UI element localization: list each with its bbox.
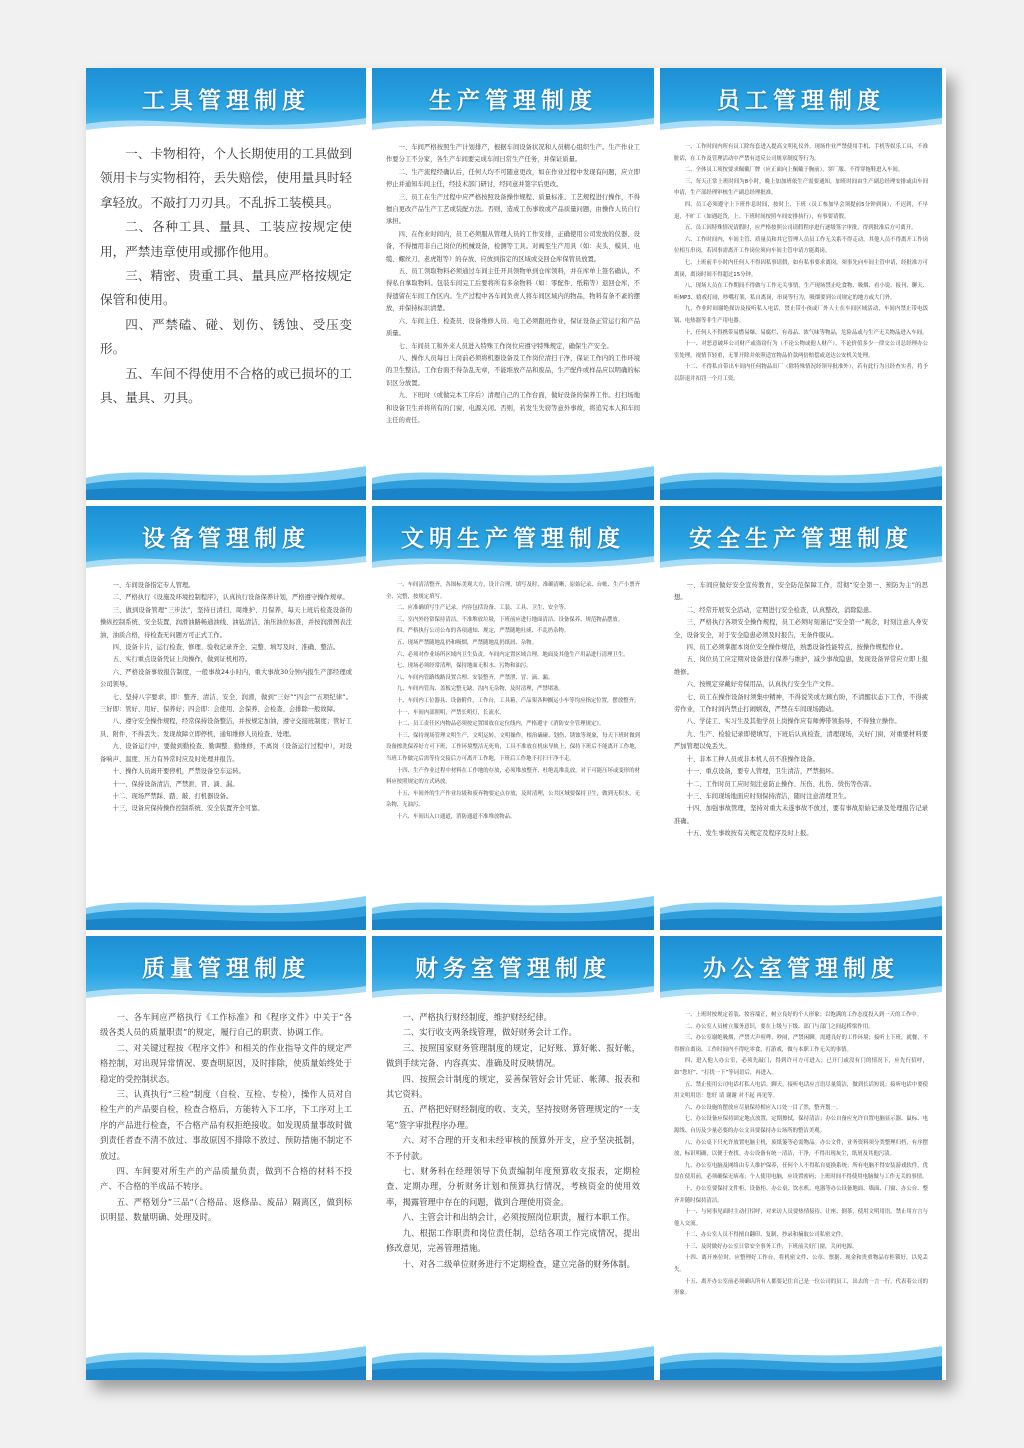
board-header (660, 68, 942, 134)
rule-paragraph: 四、车间要对所生产的产品质量负责，做到不合格的材料不投产、不合格的半成品不转序。 (100, 1166, 352, 1192)
rule-paragraph: 十一、对恶意破坏公司财产或盗窃行为（不论公物或他人财产），不论价值多少一律交公司总经理办公室处理，视情节轻重，无罪开除并依照适宜物品价款两倍赔偿或送达公安机关处理。 (674, 341, 928, 359)
rule-paragraph: 五、实行重点设备凭证上岗操作，做到证机相符。 (112, 656, 252, 664)
rule-paragraph: 一、车间设备指定专人管理。 (112, 582, 195, 589)
rule-paragraph: 二、生产流程经确认后，任何人均不可随意更改，如在作业过程中发现有问题，应立即停止并通知车间主任，经技术部门研讨，经同意并签字后更改。 (386, 168, 640, 189)
rule-paragraph: 六、车间主任、检查员、设备维修人员、电工必须跟班作业，保证设备正常运行和产品质量。 (386, 317, 640, 338)
board-header (86, 506, 366, 572)
board-header (86, 936, 366, 1002)
rule-paragraph: 一、车间严格按照生产计划排产，根据车间设备状况和人员精心组织生产。生产作业工作要分工不分家，各生产车间要完成车间日常生产任务，并保证质量。 (386, 144, 640, 164)
rule-paragraph: 十三、车间现场地面应时刻保持清洁，随时注意清理卫生。 (686, 792, 851, 800)
rule-paragraph: 八、办公桌下只允许放置电脑主机，废纸篓等必需物品。办公文件，业务资料须分类整理归档，有序摆放，标识明确，以便于查找。办公设备有统一清洁，干净，不得出现灰尘，纸屑及其他污渍。 (674, 1139, 928, 1158)
board-body (86, 1002, 366, 1328)
board-header (372, 936, 654, 1002)
board-footer (660, 1328, 942, 1380)
rule-paragraph: 四、严格执行公司公布的各项通知、规定，严禁随地吐痰、不乱扔杂物。 (396, 628, 570, 635)
rule-paragraph: 九、设备运行中，要做到勤检查、勤调整、勤维修，不离岗（设备运行过程中），对设备响声、温度、压力有异常时应及时处理并报告。 (100, 743, 352, 763)
board-body (86, 134, 366, 448)
rule-paragraph: 三、每天正常上班时间为8小时，晚上加加班依生产需要通知，加班时间由生产副总经理安排或由车间申请，生产部经理审核生产副总经理批准。 (674, 178, 928, 197)
rule-paragraph: 九、下班时（或做完本工序后）清理自己的工作台面，做好设备的保养工作。打扫场地和设备卫生并将所有的门窗、电源关闭。否则，若发生失窃等意外事故，将追究本人和车间主任的责任。 (386, 392, 640, 424)
rule-paragraph: 四、按照会计制度的规定，妥善保管好会计凭证、帐薄、报表和其它资料。 (386, 1073, 640, 1100)
rule-paragraph: 十六、车间出入口通道，消防通道不准堆放物品。 (396, 813, 516, 820)
rule-paragraph: 一、车间应做好安全宣传教育，安全防范保障工作，贯彻“安全第一、预防为主”的思想。 (674, 582, 928, 602)
board-footer (86, 1328, 366, 1380)
board-title: 工具管理制度 (142, 88, 310, 114)
rule-paragraph: 九、生产、检验记录即使填写，下班后认真检查，清理现场，关好门窗，对重要材料要严加管理以免丢失。 (674, 730, 928, 751)
rule-paragraph: 七、办公设备应保持固定地点放置，定期擦拭，保持清洁；办公自备应允许自置电脑显示器、鼠标、电源线、台历及少量必要的办公文具要保持办公场所的整洁美观。 (674, 1116, 928, 1134)
rule-paragraph: 二、应准确填写生产记录，内容包括设备、工装、工具、卫生、安全等。 (396, 605, 570, 612)
rule-paragraph: 二、办公室人员树立服务意识，要在上级与下级、部门与部门之间起桥梁作用。 (684, 1023, 874, 1030)
rule-paragraph: 三、室内外经常保持清洁，不准堆放垃圾，下班前应进行地面清洁、设备保养、规范物品摆放。 (396, 616, 624, 623)
board-civilized-production (372, 506, 654, 930)
board-quality (86, 936, 366, 1380)
footer-wave-decoration (372, 448, 654, 500)
board-finance (372, 936, 654, 1380)
board-body (660, 1002, 942, 1328)
rule-paragraph: 五、员工因特殊情况请假时，应严格按照公司请假程序进行逐级签字审批，得到批准后方可离开。 (684, 225, 917, 232)
rule-paragraph: 五、员工领取物料必须通过车间主任开具领物单到仓库领料，并在库单上签名确认，不得私自拿取物料。包装车间完工后要将所有多余物料（如：零配件、纸箱等）退回仓库，不得遗留在车间工作区内。生产过程中各车间负责人将车间区域内的物品，物料有条不紊的摆放，并保持标识清楚。 (386, 268, 640, 313)
rule-paragraph: 八、主管会计和出纳会计，必须按照岗位职责，履行本职工作。 (402, 1212, 635, 1223)
board-body (660, 572, 942, 878)
rule-paragraph: 十、车间内工位器具、设备附件，工作台，工具箱，产品架各种搁运小车等均应指定位置，摆放整齐。 (396, 697, 640, 704)
board-footer (86, 448, 366, 500)
rule-paragraph: 三、做到设备管理“三步法”，坚持日清扫、周维护、月保养，每天上班后检查设备的操纵控制系统、安全装置，润滑油路畅通油线、油毡清洁、油压油位标准，并按润滑图表注油，油质合格，待检查无问题方可正式工作。 (100, 606, 352, 639)
footer-wave-decoration (86, 878, 366, 930)
board-title: 财务室管理制度 (415, 956, 611, 982)
rule-paragraph: 四、在作业时间内，员工必须服从管理人员的工作安排，正确使用公司发放的仪器、设备，不得擅用非自己岗位的机械设备，检测等工具。对阀至生产用具（如：夹头、模具、电缆、螺丝刀、老虎钳等）的存放，应放到指定的区域或交回仓库保管员放置。 (386, 230, 640, 263)
rule-paragraph: 八、操作人员每日上岗前必须将机器设备及工作岗位清扫干净，保证工作内的工作环境的卫生整洁。工作台面不得杂乱无章，不能堆放产品和废品，生产配件或样品应以明确的标识区分放置。 (386, 354, 640, 387)
rule-paragraph: 十、办公室要保持文件柜、设备柜、办公桌、饮水机、电器等办公设备地面、墙面、门窗、办公台、整齐并随时保持清洁。 (674, 1185, 928, 1204)
rule-paragraph: 一、严格执行财经制度，维护财经纪律。 (402, 1012, 552, 1022)
rule-paragraph: 十、操作人员离开要停机，严禁设备空车运转。 (112, 768, 245, 776)
rule-paragraph: 六、必须对作业场所区域内卫生负责，车间内定置区域合理，地面及其他生产用品进行清理卫生。 (396, 651, 629, 658)
rule-paragraph: 一、上班时按规定着装、妆容端正，树立良好的个人形象；以饱满的工作态度投入到一天的工作中。 (684, 1012, 922, 1018)
rule-paragraph: 一、卡物相符，个人长期使用的工具做到领用卡与实物相符，丢失赔偿，使用量具时轻拿轻放。不敲打刀刃具。不乱拆工装模具。 (100, 146, 352, 210)
rule-paragraph: 三、认真执行“三检”制度（自检、互检、专检），操作人员对自检生产的产品要自检，检查合格后，方能转入下工序，下工序对上工序的产品进行检查，不合格产品有权拒绝接收。如发现质量事故时做到责任者查不清不放过、事故原因不排除不放过、预防措施不制定不放过。 (100, 1089, 352, 1161)
board-footer (660, 878, 942, 930)
rule-paragraph: 三、精密、贵重工具、量具应严格按规定保管和使用。 (100, 268, 352, 308)
rule-paragraph: 八、遵守安全操作规程，经常保持设备整洁，并按规定加油，遵守交接班制度；管好工具、附件、不得丢失；发现故障立即停机，通知维修人员检查、处理。 (100, 718, 352, 738)
board-office (660, 936, 942, 1380)
rule-paragraph: 十三、设备应保持操作控制系统、安全装置齐全可靠。 (112, 805, 264, 813)
rule-paragraph: 十五、离开办公室前必须确认所有人都要记住自己是一位公司的员工，出去的一言一行，代表着公司的形象。 (674, 1278, 928, 1297)
rule-paragraph: 二、严格执行《设施及环境控制程序》，认真执行设备保养计划，严格遵守操作规章。 (112, 594, 349, 602)
board-grid (86, 68, 946, 1380)
board-footer (660, 448, 942, 500)
board-equipment (86, 506, 366, 930)
rule-paragraph: 十一、车间内部照明，严禁长明灯，长流水。 (396, 709, 505, 716)
rule-paragraph: 十五、发生事故按有关规定及程序及时上报。 (686, 830, 813, 838)
footer-wave-decoration (86, 448, 366, 500)
rule-paragraph: 五、车间不得使用不合格的或已损坏的工具、量具、刃具。 (100, 365, 352, 406)
rule-paragraph: 十二、工作时员工应时刻注意防止操作、压伤、扎伤、烫伤等伤害。 (686, 780, 876, 788)
rule-paragraph: 九、根据工作职责和岗位责任制，总结各项工作完成情况，提出修改意见，完善管理措施。 (386, 1227, 640, 1254)
board-title: 办公室管理制度 (703, 956, 899, 982)
rule-paragraph: 五、严格把好财经制度的收、支关，坚持按财务管理规定的“一支笔”签字审批程序办理。 (386, 1104, 640, 1130)
rule-paragraph: 四、严禁磕、碰、划伤、锈蚀、受压变形。 (100, 316, 352, 357)
poster-sheet (86, 68, 946, 1380)
board-header (86, 68, 366, 134)
board-header (372, 68, 654, 134)
rule-paragraph: 八、学徒工、实习生及其他学员上岗操作应有师傅带领指导，不得独立操作。 (686, 718, 901, 726)
board-title: 生产管理制度 (429, 88, 597, 114)
rule-paragraph: 十五、车间外的生产作业垃圾和废弃物要定点存放，及时清理，公共区域要保持卫生，做到无积水，无杂物，无油污。 (386, 790, 640, 809)
rule-paragraph: 九、办公室电脑及网络由专人维护保养，任何个人不得私自更换系统；所有电脑不得安装游戏软件，优盘在使用前，必须确保无病毒；个人使用电脑，应设置密码；上班时间不得使用电脑做与工作无关的事情。 (674, 1162, 928, 1181)
rule-paragraph: 十、对各二级单位财务进行不定期检查，建立完备的财务体制。 (402, 1258, 635, 1269)
rule-paragraph: 十一、与同事见面时主动打招呼，对来访人员要热情接待、让座、倒茶，使用文明用语，禁止用方言与他人交流。 (674, 1209, 928, 1227)
rule-paragraph: 十二、现场严禁踩、踏、敲、打机器设备。 (112, 792, 233, 800)
rule-paragraph: 六、办公设施的摆放应尽量保持相应入口处一目了然，整齐划一。 (684, 1104, 842, 1111)
board-body (372, 572, 654, 878)
rule-paragraph: 五、岗位员工应定期对设备进行保养与维护，减少事故隐患，发现设备异常应立即上报维修。 (674, 656, 928, 676)
board-title: 质量管理制度 (142, 956, 310, 982)
footer-wave-decoration (660, 1328, 942, 1380)
board-production (372, 68, 654, 500)
rule-paragraph: 二、各种工具、量具、工装应按规定使用，严禁违章使用或挪作他用。 (100, 219, 352, 259)
board-employee (660, 68, 942, 500)
rule-paragraph: 八、现场人员在工作期间不得做与工作无关事情，生产现场禁止吃食物、吸烟、看小说、报刊、聊天、听MP3、嬉戏打闹，吵嘴打架，私自离岗，串岗等行为，吸烟要到公司规定的地方或大门外。 (674, 283, 928, 301)
rule-paragraph: 十二、办公室人员不得擅自翻印、复制、抄录和摘取公司私密文件。 (684, 1232, 847, 1239)
footer-wave-decoration (86, 1328, 366, 1380)
rule-paragraph: 一、工作时间内所有员工除每套进入提高文明礼仪外，现场作业严禁使用手机、手机等娱乐工具，不准脏话，在工作及管理活动中严禁有违反公司规章制度等行为。 (674, 144, 928, 162)
rule-paragraph: 一、车间清洁整齐，各图标美观大方，设计合理，填写及时，准确清晰，原始记录、台帐、生产小票齐全、完整，按规定填写。 (386, 582, 640, 600)
footer-wave-decoration (372, 1328, 654, 1380)
rule-paragraph: 七、上班前半小时内任何人不得因私事请假，如有私事要求离岗，须事先向车间主管申请，经批准方可离岗，离岗时间不得超过15分钟。 (674, 259, 928, 278)
board-body (372, 1002, 654, 1328)
rule-paragraph: 七、员工在操作设备时须集中精神，不得说笑或左顾右盼，不清醒状态下工作，不得疲劳作业，工作时间内禁止打闹嬉戏，严禁在车间现场跑动。 (674, 693, 928, 714)
rule-paragraph: 十三、及时做好办公室日常安全事务工作，下班前关好门窗，关闭电源。 (684, 1243, 858, 1250)
rule-paragraph: 四、进入他人办公室，必须先敲门，得到许可方可进入；已开门或没有门的情况下，应先行招呼，如“您好”、“打扰一下”等词语后，再进入。 (674, 1058, 928, 1076)
board-header (660, 506, 942, 572)
rule-paragraph: 五、严格划分”三品“（合格品、返修品、废品）隔离区，做到标识明显、数量明确、处理及时。 (100, 1196, 352, 1223)
board-safety-production (660, 506, 942, 930)
rule-paragraph: 三、按照国家财务管理制度的规定，记好账、算好帐、报好帐，做到手续完备、内容真实、准确及时反映情况。 (386, 1042, 640, 1069)
board-footer (372, 448, 654, 500)
board-title: 设备管理制度 (142, 526, 310, 552)
rule-paragraph: 七、车间员工和外来人员进入特殊工作岗位应遵守特殊规定，确保生产安全。 (398, 342, 613, 350)
rule-paragraph: 十四、生产作业过程中材料在工作地的存放，必须堆放整齐，杜绝乱堆乱放，对于可能压坏或变形的材料应按照规定的方式码放。 (386, 767, 640, 786)
board-body (660, 134, 942, 448)
footer-wave-decoration (660, 878, 942, 930)
board-footer (372, 1328, 654, 1380)
rule-paragraph: 二、经常开展安全活动，定期进行安全检查，认真整改，消除隐患。 (686, 606, 876, 614)
rule-paragraph: 十一、重点设备，要专人管理，卫生清洁，严禁损坏。 (686, 768, 838, 776)
rule-paragraph: 七、坚持八字要求，即：整齐、清洁、安全、润滑，做到“三好”“四会”“五项纪律”。三好即：管好、用好、保养好；四会即：会使用、会保养、会检查、会排除一般故障。 (100, 693, 352, 714)
rule-paragraph: 四、员工必须掌握本岗位安全操作规范，熟悉设备性能特点，按操作规程作业。 (686, 644, 907, 652)
board-title: 文明生产管理制度 (401, 526, 625, 552)
rule-paragraph: 四、设备卡片，运行检查、修理、验收记录齐全、完整、填写及时、准确、整洁。 (112, 644, 340, 652)
rule-paragraph: 四、员工必须遵守上下班作息时间，按时上、下班（员工参加早会须提前5分钟到岗），不迟到，不早退，不旷工（如遇赶货，上、下班时间按照车间安排执行），有事要请假。 (674, 201, 928, 220)
rule-paragraph: 十二、员工责任区内物品必须按定置图放在定位线内，严格遵守《消防安全管理规定》。 (396, 721, 605, 728)
rule-paragraph: 三、员工在生产过程中应严格按照设备操作规程、质量标准、工艺规程进行操作，不得擅自更改产品生产工艺或装配方法。否则，造成工伤事故或产品质量问题，由操作人员自行承担。 (386, 193, 640, 226)
board-tool (86, 68, 366, 500)
rule-paragraph: 二、对关键过程按《程序文件》和相关的作业指导文件的规定严格控制，对出现异常情况、要查明原因，及时排除，使质量始终处于稳定的受控制状态。 (100, 1042, 352, 1084)
rule-paragraph: 二、实行收支两条线管理，做好财务会计工作。 (402, 1027, 577, 1038)
rule-paragraph: 三、办公室谢绝吸烟，严禁大声喧哗、吵闹，严禁闲聊。需遵良好的工作环境；接听上下班，就餐，不得擅自离岗，工作时间内不得吃零食，打游戏，做与本职工作无关的事情。 (674, 1035, 928, 1053)
rule-paragraph: 七、现场必须经常清理，保持地面无积水、污物和油污。 (396, 663, 532, 670)
board-title: 员工管理制度 (717, 88, 885, 114)
rule-paragraph: 十三、保持现场管理文明生产，文明运转，文明操作，根治磕碰、划伤、锈蚀等现象，每天下班时做到设备擦洗保养好方可下班，工作环境整洁无死角，工具不准放在机床导轨上，保持下班后不能离开工作地，当班工作做完后需等待交接后方可离开工作地，下班后工作地不打扫干净不走。 (386, 732, 640, 762)
rule-paragraph: 六、工作时间内，车间主管、质量员和其它管理人员员工作无关系不得走动，其他人员不得离开工作岗位相互串岗，若因事需离开工作岗位须向车间主管申请方能离岗。 (674, 236, 928, 255)
rule-paragraph: 八、车间内管路线路设置合理、安装整齐，严禁泄、冒、滴、漏。 (396, 674, 554, 681)
rule-paragraph: 十一、保持设备清洁，严禁泄、冒、滴、漏。 (112, 780, 239, 788)
board-footer (86, 878, 366, 930)
rule-paragraph: 十二、不得私自带出车间内任何物品出厂（除特殊情况经领导批准外），若有此行为且经查实者，将予以辞退并扣罚一个月工资。 (674, 364, 928, 382)
board-header (372, 506, 654, 572)
rule-paragraph: 五、禁止使用公司电话打私人电话。聊天，接听电话应言语尽量简洁，做到长话短说；接听电话中要使用文明用语：您好 请 谢谢 对不起 再见等。 (674, 1081, 928, 1100)
board-footer (372, 878, 654, 930)
rule-paragraph: 十四、加强事故管理，坚持对重大未遂事故不放过，要有事故原始记录及处理报告记录准确。 (674, 805, 928, 825)
board-title: 安全生产管理制度 (689, 526, 913, 552)
rule-paragraph: 六、严格设备事故报告制度，一般事故24小时内，重大事故30分钟内报生产部经理或公司领导。 (100, 668, 352, 689)
rule-paragraph: 三、严格执行各项安全操作规程，员工必须时刻谨记“安全第一”观念，时刻注意人身安全，设备安全，对于安全隐患必须及时报告，无条件服从。 (674, 619, 928, 639)
rule-paragraph: 十四、离开座位时，应整理好工作台，将机密文件、公章、票据、现金和贵重物品存柜锁好，以免丢失。 (674, 1255, 928, 1274)
rule-paragraph: 二、全体员工须按要求佩戴厂牌（应正面向上佩戴于胸前），穿厂服、不得穿拖鞋进入车间。 (684, 167, 904, 174)
footer-wave-decoration (660, 448, 942, 500)
rule-paragraph: 九、作业时间谢绝探访及接听私人电话，禁止带小孩或厂外人士在车间区域活动，车间内禁止带电饭锅、电热器等非生产用电器。 (674, 306, 928, 324)
board-body (372, 134, 654, 448)
footer-wave-decoration (372, 878, 654, 930)
rule-paragraph: 九、车间内管沟、盖板完整无缺，沟内无杂物，及时清理，严禁堵塞。 (396, 686, 564, 693)
rule-paragraph: 六、对不合理的开支和未经审核的预算外开支，应予坚决抵制，不予付款。 (386, 1135, 640, 1161)
rule-paragraph: 十、非本工种人员或非本机人员不准操作设备。 (686, 755, 819, 763)
rule-paragraph: 一、各车间应严格执行《工作标准》和《程序文件》中关于“各级各类人员的质量职责”的规定，履行自己的职责、协调工作。 (100, 1012, 352, 1038)
rule-paragraph: 五、现场严禁随地乱扔和吸烟，严禁随地乱扔纸屑、杂物。 (396, 639, 537, 646)
rule-paragraph: 七、财务科在经理领导下负责编制年度预算收支报表，定期检查、定期办理，分析财务计划和预算执行情况，考核资金的使用效率，揭露管理中存在的问题，做到合理使用资金。 (386, 1166, 640, 1207)
rule-paragraph: 十、任何人不得携带易燃易爆、易腐烂、有毒品、浓气味等物品，危险品或与生产无关物品进入车间。 (684, 329, 928, 336)
board-body (86, 572, 366, 878)
rule-paragraph: 六、按规定穿戴好劳保用品，认真执行安全生产文件。 (686, 681, 838, 689)
board-header (660, 936, 942, 1002)
